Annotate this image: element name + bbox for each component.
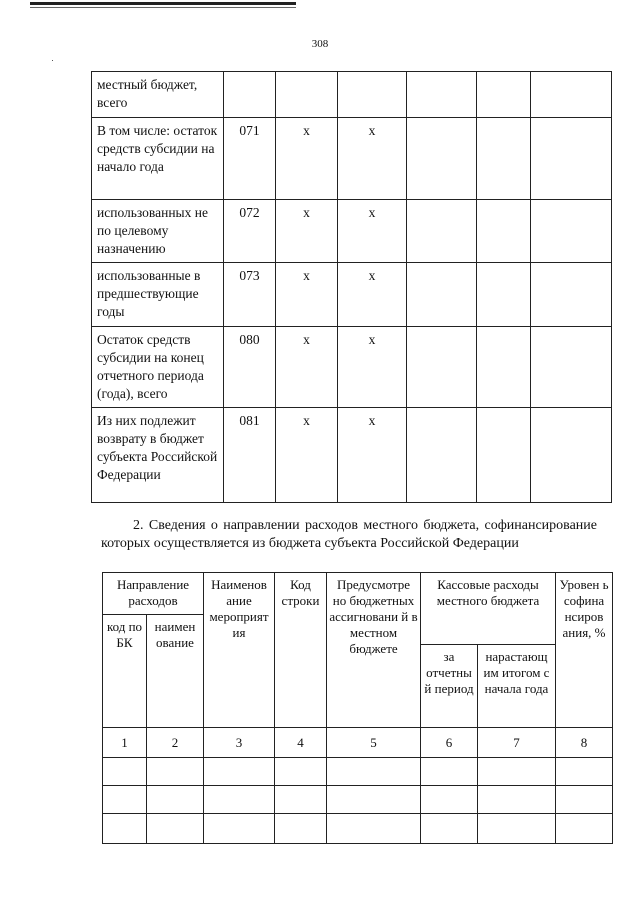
cell: x — [338, 263, 407, 327]
row-code — [224, 72, 276, 118]
table-row — [92, 72, 612, 118]
cell — [103, 786, 147, 814]
row-label: использованные в предшествующие годы — [92, 263, 224, 327]
cell — [477, 327, 531, 408]
cell — [421, 814, 478, 844]
header-reporting-period: за отчетны й период — [421, 645, 478, 728]
cell — [407, 263, 477, 327]
row-code: 071 — [224, 118, 276, 200]
column-numbers-row — [103, 728, 613, 758]
cell — [147, 758, 204, 786]
cell: x — [276, 327, 338, 408]
header-row-code: Код строки — [275, 573, 327, 728]
top-rule — [30, 2, 296, 5]
cell — [407, 327, 477, 408]
column-number: 1 — [103, 728, 147, 758]
header-event-name: Наименов ание мероприят ия — [204, 573, 275, 728]
cell — [204, 758, 275, 786]
row-label: В том числе: остаток средств субсидии на начало года — [92, 118, 224, 200]
header-planned: Предусмотре но бюджетных ассигновани й в местном бюджете — [327, 573, 421, 728]
cell — [531, 118, 612, 200]
table-row — [103, 758, 613, 786]
table-row — [92, 327, 612, 408]
cell — [327, 814, 421, 844]
cell — [531, 408, 612, 503]
cell — [478, 786, 556, 814]
cell: x — [276, 118, 338, 200]
cell: x — [338, 200, 407, 263]
header-row — [103, 573, 613, 615]
cell — [204, 814, 275, 844]
column-number: 8 — [556, 728, 613, 758]
cell — [421, 758, 478, 786]
table-row — [92, 263, 612, 327]
cell — [147, 786, 204, 814]
cell: x — [338, 408, 407, 503]
cell — [147, 814, 204, 844]
cell — [531, 327, 612, 408]
header-direction: Направление расходов — [103, 573, 204, 615]
table-row — [92, 118, 612, 200]
cell — [407, 200, 477, 263]
cell: x — [276, 408, 338, 503]
expenditure-direction-table — [102, 572, 613, 844]
cell — [275, 786, 327, 814]
page-number: 308 — [311, 38, 329, 50]
cell — [407, 408, 477, 503]
row-label: Остаток средств субсидии на конец отчетного периода (года), всего — [92, 327, 224, 408]
cell — [556, 758, 613, 786]
row-code: 081 — [224, 408, 276, 503]
top-rule-thin — [30, 7, 296, 8]
cell — [338, 72, 407, 118]
cell — [556, 786, 613, 814]
cell: x — [338, 327, 407, 408]
column-number: 3 — [204, 728, 275, 758]
cell — [478, 758, 556, 786]
cell — [477, 408, 531, 503]
cell — [103, 758, 147, 786]
table-row — [103, 786, 613, 814]
column-number: 4 — [275, 728, 327, 758]
section-title: Сведения о направлении расходов местного бюджета, софинансирование которых осуществляется из бюджета субъекта Российской Федерации — [101, 518, 597, 551]
cell — [275, 758, 327, 786]
column-number: 6 — [421, 728, 478, 758]
cell — [477, 72, 531, 118]
section-number: 2. — [133, 518, 144, 533]
row-label: местный бюджет, всего — [92, 72, 224, 118]
column-number: 7 — [478, 728, 556, 758]
cell — [556, 814, 613, 844]
cell — [407, 118, 477, 200]
cell — [103, 814, 147, 844]
cell: x — [276, 200, 338, 263]
cell — [407, 72, 477, 118]
table-row — [92, 200, 612, 263]
header-cofinancing-level: Уровен ь софина нсиров ания, % — [556, 573, 613, 728]
row-code: 073 — [224, 263, 276, 327]
cell — [477, 263, 531, 327]
cell — [327, 786, 421, 814]
header-name: наимен ование — [147, 615, 204, 728]
cell — [531, 263, 612, 327]
table-row — [92, 408, 612, 503]
cell: x — [276, 263, 338, 327]
scan-speck — [52, 60, 53, 61]
cell — [275, 814, 327, 844]
row-label: использованных не по целевому назначению — [92, 200, 224, 263]
cell — [421, 786, 478, 814]
cell — [477, 200, 531, 263]
row-label: Из них подлежит возврату в бюджет субъекта Российской Федерации — [92, 408, 224, 503]
cell: x — [338, 118, 407, 200]
subsidy-balance-table — [91, 71, 612, 503]
cell — [531, 200, 612, 263]
cell — [327, 758, 421, 786]
table-row — [103, 814, 613, 844]
header-cumulative: нарастающ им итогом с начала года — [478, 645, 556, 728]
header-code-bk: код по БК — [103, 615, 147, 728]
header-cash-expenses: Кассовые расходы местного бюджета — [421, 573, 556, 645]
row-code: 080 — [224, 327, 276, 408]
section-heading — [101, 517, 597, 553]
cell — [204, 786, 275, 814]
cell — [478, 814, 556, 844]
cell — [531, 72, 612, 118]
cell — [276, 72, 338, 118]
cell — [477, 118, 531, 200]
row-code: 072 — [224, 200, 276, 263]
column-number: 5 — [327, 728, 421, 758]
column-number: 2 — [147, 728, 204, 758]
